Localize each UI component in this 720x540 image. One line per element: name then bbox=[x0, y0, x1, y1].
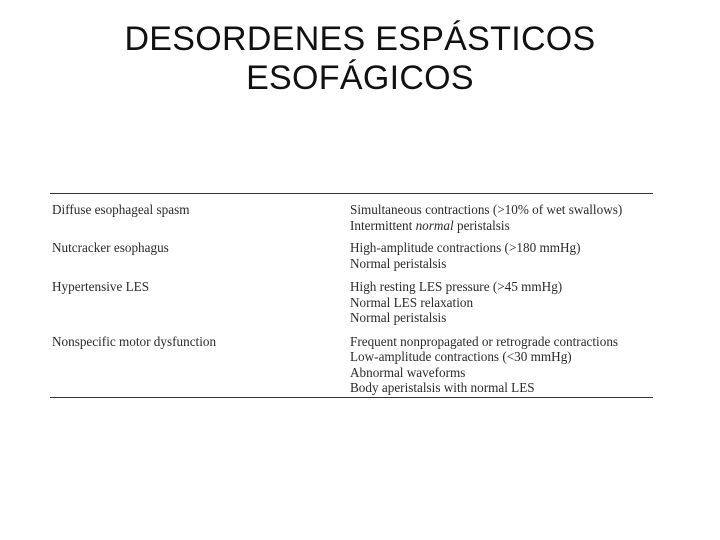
finding-line: Low-amplitude contractions (<30 mmHg) bbox=[350, 349, 572, 364]
finding-line: Normal LES relaxation bbox=[350, 294, 474, 310]
finding-text: Intermittent bbox=[350, 217, 416, 233]
finding-line: Body aperistalsis with normal LES bbox=[350, 380, 535, 395]
finding-line: Abnormal waveforms bbox=[350, 364, 466, 380]
table-row bbox=[50, 240, 653, 279]
finding-line: Normal peristalsis bbox=[350, 255, 447, 271]
finding-emphasis: normal bbox=[415, 217, 454, 233]
disorder-name: Nutcracker esophagus bbox=[52, 240, 169, 255]
disorder-name: Nonspecific motor dysfunction bbox=[52, 333, 217, 349]
finding-line: Simultaneous contractions (>10% of wet swallows) bbox=[350, 202, 623, 217]
table-row bbox=[50, 279, 653, 334]
finding-text: peristalsis bbox=[453, 217, 510, 233]
table-row bbox=[50, 334, 653, 397]
finding-line: High resting LES pressure (>45 mmHg) bbox=[350, 279, 563, 294]
disorder-name: Hypertensive LES bbox=[52, 279, 150, 294]
finding-line bbox=[350, 218, 653, 234]
slide-title-line-1: DESORDENES ESPÁSTICOS bbox=[124, 20, 596, 58]
disorders-table bbox=[50, 193, 653, 398]
disorder-findings bbox=[350, 334, 653, 396]
disorder-findings bbox=[350, 279, 653, 326]
finding-line: High-amplitude contractions (>180 mmHg) bbox=[350, 240, 581, 255]
disorder-findings bbox=[350, 240, 653, 271]
finding-line: Normal peristalsis bbox=[350, 310, 447, 325]
disorder-name: Diffuse esophageal spasm bbox=[52, 202, 190, 217]
table-row bbox=[50, 194, 653, 240]
slide-title-line-2: ESOFÁGICOS bbox=[246, 59, 474, 97]
disorder-findings bbox=[350, 202, 653, 233]
slide-title bbox=[0, 20, 720, 98]
finding-line: Frequent nonpropagated or retrograde contractions bbox=[350, 333, 619, 349]
